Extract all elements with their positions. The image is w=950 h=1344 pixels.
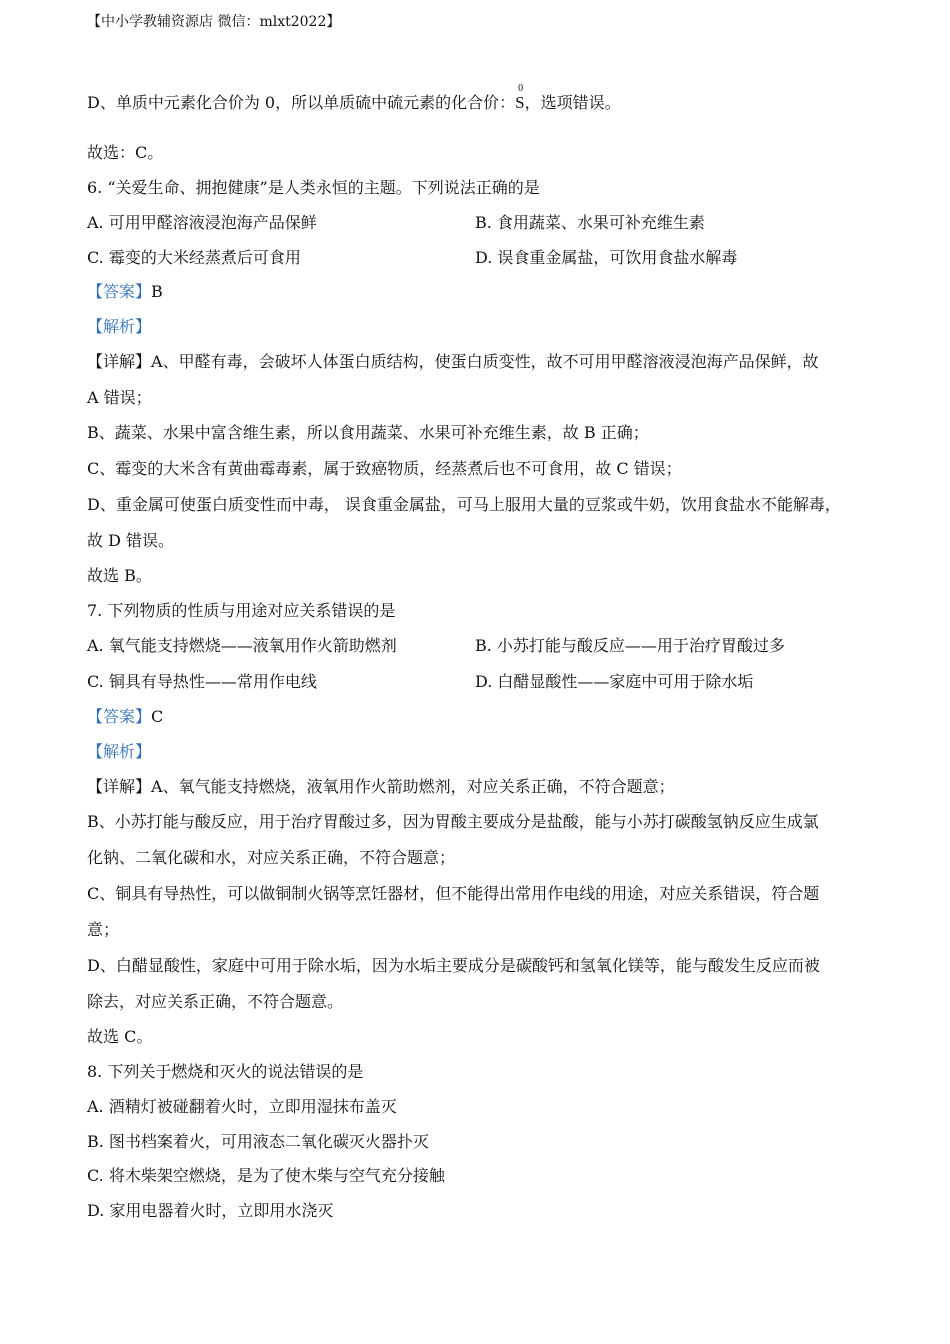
q6-detail-line-4: C、霉变的大米含有黄曲霉毒素，属于致癌物质，经蒸煮后也不可食用，故 C 错误； [87, 459, 682, 478]
q7-detail-line-5: 意； [87, 920, 120, 939]
answer-value: B [151, 282, 163, 301]
q7-detail-line-1: 【详解】A、氧气能支持燃烧，液氧用作火箭助燃剂，对应关系正确，不符合题意； [87, 777, 675, 796]
detail-tag: 【详解】 [87, 777, 152, 796]
q7-detail-line-3: 化钠、二氧化碳和水，对应关系正确，不符合题意； [87, 848, 456, 867]
q5-d-text-before: D、单质中元素化合价为 0，所以单质硫中硫元素的化合价： [87, 93, 516, 112]
sulfur-valence: 0 [518, 83, 524, 94]
q7-analysis-tag: 【解析】 [87, 742, 152, 761]
q7-answer [87, 706, 163, 728]
q5-d-text-after: ，选项错误。 [524, 93, 621, 112]
answer-value: C [151, 707, 164, 726]
q7-option-c: C. 铜具有导热性——常用作电线 [87, 672, 317, 691]
q8-option-a: A. 酒精灯被碰翻着火时，立即用湿抹布盖灭 [87, 1097, 397, 1116]
q7-conclusion: 故选 C。 [87, 1027, 153, 1046]
q6-detail-line-5: D、重金属可使蛋白质变性而中毒， 误食重金属盐，可马上服用大量的豆浆或牛奶，饮用食盐水不能解毒， [87, 495, 841, 514]
answer-tag: 【答案】 [87, 282, 152, 301]
q7-detail-line-2: B、小苏打能与酸反应，用于治疗胃酸过多，因为胃酸主要成分是盐酸，能与小苏打碳酸氢钠反应生成氯 [87, 812, 819, 831]
q6-stem: 6. “关爱生命、拥抱健康”是人类永恒的主题。下列说法正确的是 [87, 178, 540, 197]
q8-option-b: B. 图书档案着火，可用液态二氧化碳灭火器扑灭 [87, 1132, 429, 1151]
q5-option-d-explanation [87, 83, 621, 114]
page-header: 【中小学教辅资源店 微信：mlxt2022】 [87, 14, 341, 30]
q6-option-b: B. 食用蔬菜、水果可补充维生素 [475, 213, 705, 232]
answer-tag: 【答案】 [87, 707, 152, 726]
q6-detail-line-1: 【详解】A、甲醛有毒，会破坏人体蛋白质结构，使蛋白质变性，故不可用甲醛溶液浸泡海产品保鲜，故 [87, 352, 819, 371]
q8-option-c: C. 将木柴架空燃烧，是为了使木柴与空气充分接触 [87, 1166, 445, 1185]
q7-detail-line-7: 除去，对应关系正确，不符合题意。 [87, 992, 344, 1011]
q7-option-b: B. 小苏打能与酸反应——用于治疗胃酸过多 [475, 636, 785, 655]
q7-stem: 7. 下列物质的性质与用途对应关系错误的是 [87, 601, 396, 620]
sulfur-symbol: 0 S [515, 92, 524, 114]
q7-option-a: A. 氧气能支持燃烧——液氧用作火箭助燃剂 [87, 636, 397, 655]
q6-option-c: C. 霉变的大米经蒸煮后可食用 [87, 248, 301, 267]
q6-answer [87, 281, 163, 303]
q8-option-d: D. 家用电器着火时，立即用水浇灭 [87, 1201, 334, 1220]
q7-detail-line-6: D、白醋显酸性，家庭中可用于除水垢，因为水垢主要成分是碳酸钙和氢氧化镁等，能与酸发生反应而被 [87, 956, 820, 975]
q7-detail-line-4: C、铜具有导热性，可以做铜制火锅等烹饪器材，但不能得出常用作电线的用途，对应关系错误，符合题 [87, 884, 820, 903]
q6-detail-line-3: B、蔬菜、水果中富含维生素，所以食用蔬菜、水果可补充维生素，故 B 正确； [87, 423, 649, 442]
q6-detail-line-2: A 错误； [87, 388, 152, 407]
q6-conclusion: 故选 B。 [87, 566, 152, 585]
q6-option-d: D. 误食重金属盐，可饮用食盐水解毒 [475, 248, 738, 267]
detail-tag: 【详解】 [87, 352, 152, 371]
q8-stem: 8. 下列关于燃烧和灭火的说法错误的是 [87, 1062, 364, 1081]
q7-option-d: D. 白醋显酸性——家庭中可用于除水垢 [475, 672, 754, 691]
q6-detail-line-6: 故 D 错误。 [87, 531, 175, 550]
q6-option-a: A. 可用甲醛溶液浸泡海产品保鲜 [87, 213, 317, 232]
q6-analysis-tag: 【解析】 [87, 317, 152, 336]
q5-conclusion: 故选：C。 [87, 143, 164, 162]
